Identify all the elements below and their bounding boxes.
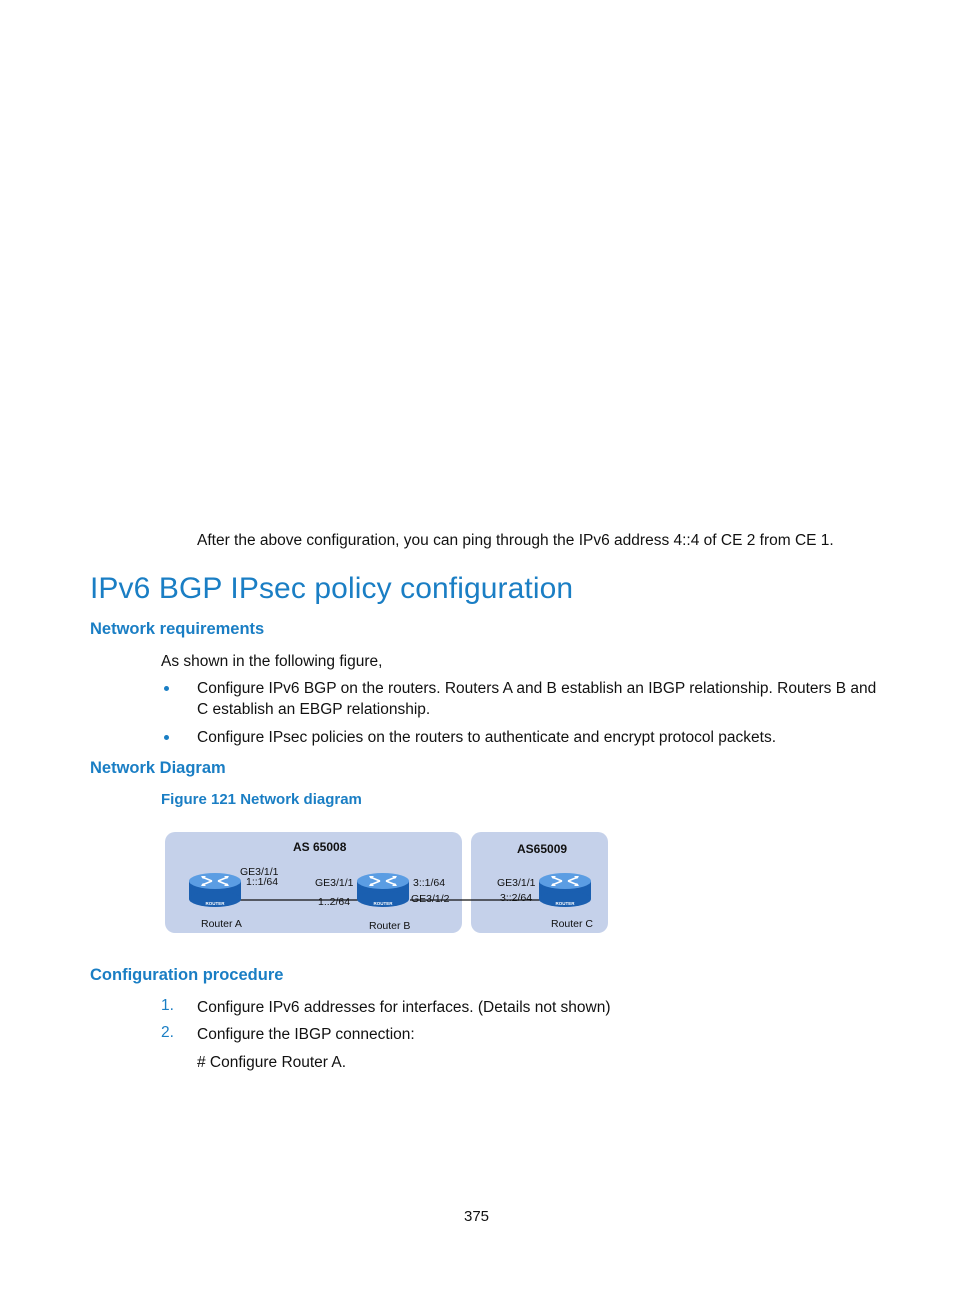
router-b-icon [357,873,409,907]
router-badge: ROUTER [555,901,575,906]
router-c-name: Router C [551,918,594,930]
figure-caption: Figure 121 Network diagram [161,791,362,808]
page-number: 375 [464,1208,490,1225]
network-diagram-heading: Network Diagram [90,759,226,777]
bullet-dot [164,686,169,691]
router-a-icon [189,873,241,907]
bullet-item-1-line1: Configure IPv6 BGP on the routers. Routers A and B establish an IBGP relationship. Routers B and [197,680,877,697]
step-2-text: Configure the IBGP connection: [197,1026,415,1043]
network-diagram [160,826,614,938]
router-badge: ROUTER [373,901,393,906]
router-c-addr: 3::2/64 [500,892,533,904]
as-right-label: AS65009 [517,842,568,856]
router-b-addr-right: 3::1/64 [413,877,446,889]
intro-paragraph: After the above configuration, you can ping through the IPv6 address 4::4 of CE 2 from CE 1. [197,532,834,549]
router-a-name: Router A [201,918,242,930]
step-1-text: Configure IPv6 addresses for interfaces. (Details not shown) [197,999,611,1016]
router-b-port-left: GE3/1/1 [315,877,354,889]
section-title: IPv6 BGP IPsec policy configuration [90,572,574,605]
router-b-addr-left: 1::2/64 [318,896,351,908]
router-a-addr: 1::1/64 [246,876,279,888]
step-number: 1. [161,997,174,1014]
bullet-dot [164,735,169,740]
router-c-port: GE3/1/1 [497,877,536,889]
substep-comment: # Configure Router A. [197,1054,347,1071]
bullet-item-1-line2: C establish an EBGP relationship. [197,701,431,718]
router-a-port: GE3/1/1 [240,866,279,878]
network-requirements-heading: Network requirements [90,620,265,638]
router-badge: ROUTER [205,901,225,906]
as-left-label: AS 65008 [293,840,347,854]
router-c-icon [539,873,591,907]
bullet-item-2: Configure IPsec policies on the routers to authenticate and encrypt protocol packets. [197,729,777,746]
router-b-port-right: GE3/1/2 [411,893,450,905]
configuration-procedure-heading: Configuration procedure [90,966,284,984]
step-number: 2. [161,1024,174,1041]
router-b-name: Router B [369,920,411,932]
requirements-lead: As shown in the following figure, [161,653,383,670]
